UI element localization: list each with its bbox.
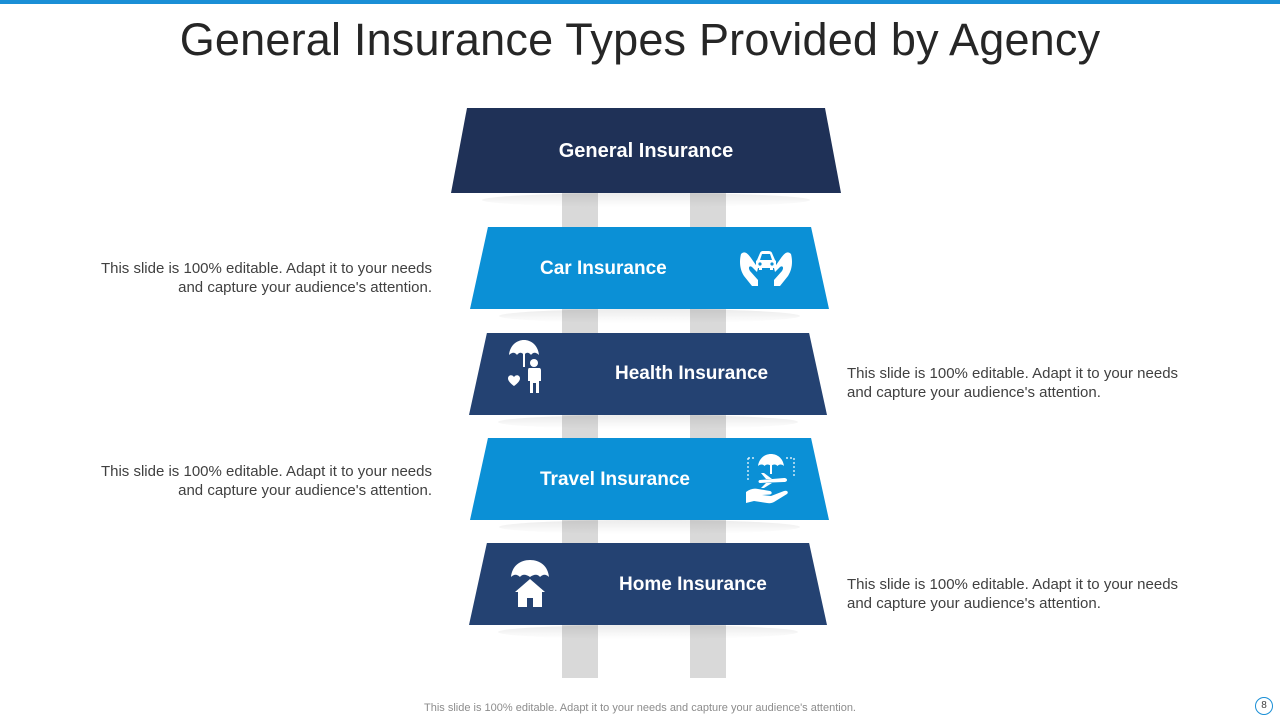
tier-shadow: [499, 520, 801, 534]
tier-shadow: [499, 309, 801, 323]
description-line: This slide is 100% editable. Adapt it to your needs: [847, 365, 1179, 382]
tier-travel-insurance: [470, 438, 829, 520]
tier-shadow: [498, 415, 799, 429]
page-number-badge: 8: [1255, 697, 1273, 715]
tier-car-insurance: [470, 227, 829, 309]
hand-umbrella-plane-icon: [744, 452, 800, 506]
tier-general-insurance: [451, 108, 841, 193]
description-line: This slide is 100% editable. Adapt it to your needs: [847, 576, 1179, 593]
tier-label-general: General Insurance: [558, 140, 734, 162]
tier-shadow: [482, 193, 810, 207]
umbrella-person-heart-icon: [505, 339, 549, 399]
slide-footer-note: This slide is 100% editable. Adapt it to your needs and capture your audience's attention.: [424, 702, 856, 714]
hands-car-icon: [738, 244, 794, 292]
description-car: [72, 259, 432, 297]
description-health: [847, 364, 1207, 402]
description-line: and capture your audience's attention.: [847, 595, 1101, 612]
tier-label-car: Car Insurance: [540, 258, 667, 279]
description-line: This slide is 100% editable. Adapt it to your needs: [100, 260, 432, 277]
tier-label-home: Home Insurance: [619, 574, 767, 595]
description-line: This slide is 100% editable. Adapt it to your needs: [100, 463, 432, 480]
slide-title: General Insurance Types Provided by Agency: [179, 14, 1101, 65]
tier-shadow: [498, 625, 799, 639]
tier-label-health: Health Insurance: [615, 363, 769, 384]
umbrella-house-icon: [507, 557, 555, 609]
description-line: and capture your audience's attention.: [178, 279, 432, 296]
top-accent-bar: [0, 0, 1280, 4]
tier-label-travel: Travel Insurance: [540, 469, 690, 490]
tier-health-insurance: [469, 333, 827, 415]
description-line: and capture your audience's attention.: [847, 384, 1101, 401]
tier-home-insurance: [469, 543, 827, 625]
description-travel: [72, 462, 432, 500]
description-line: and capture your audience's attention.: [178, 482, 432, 499]
description-home: [847, 575, 1207, 613]
